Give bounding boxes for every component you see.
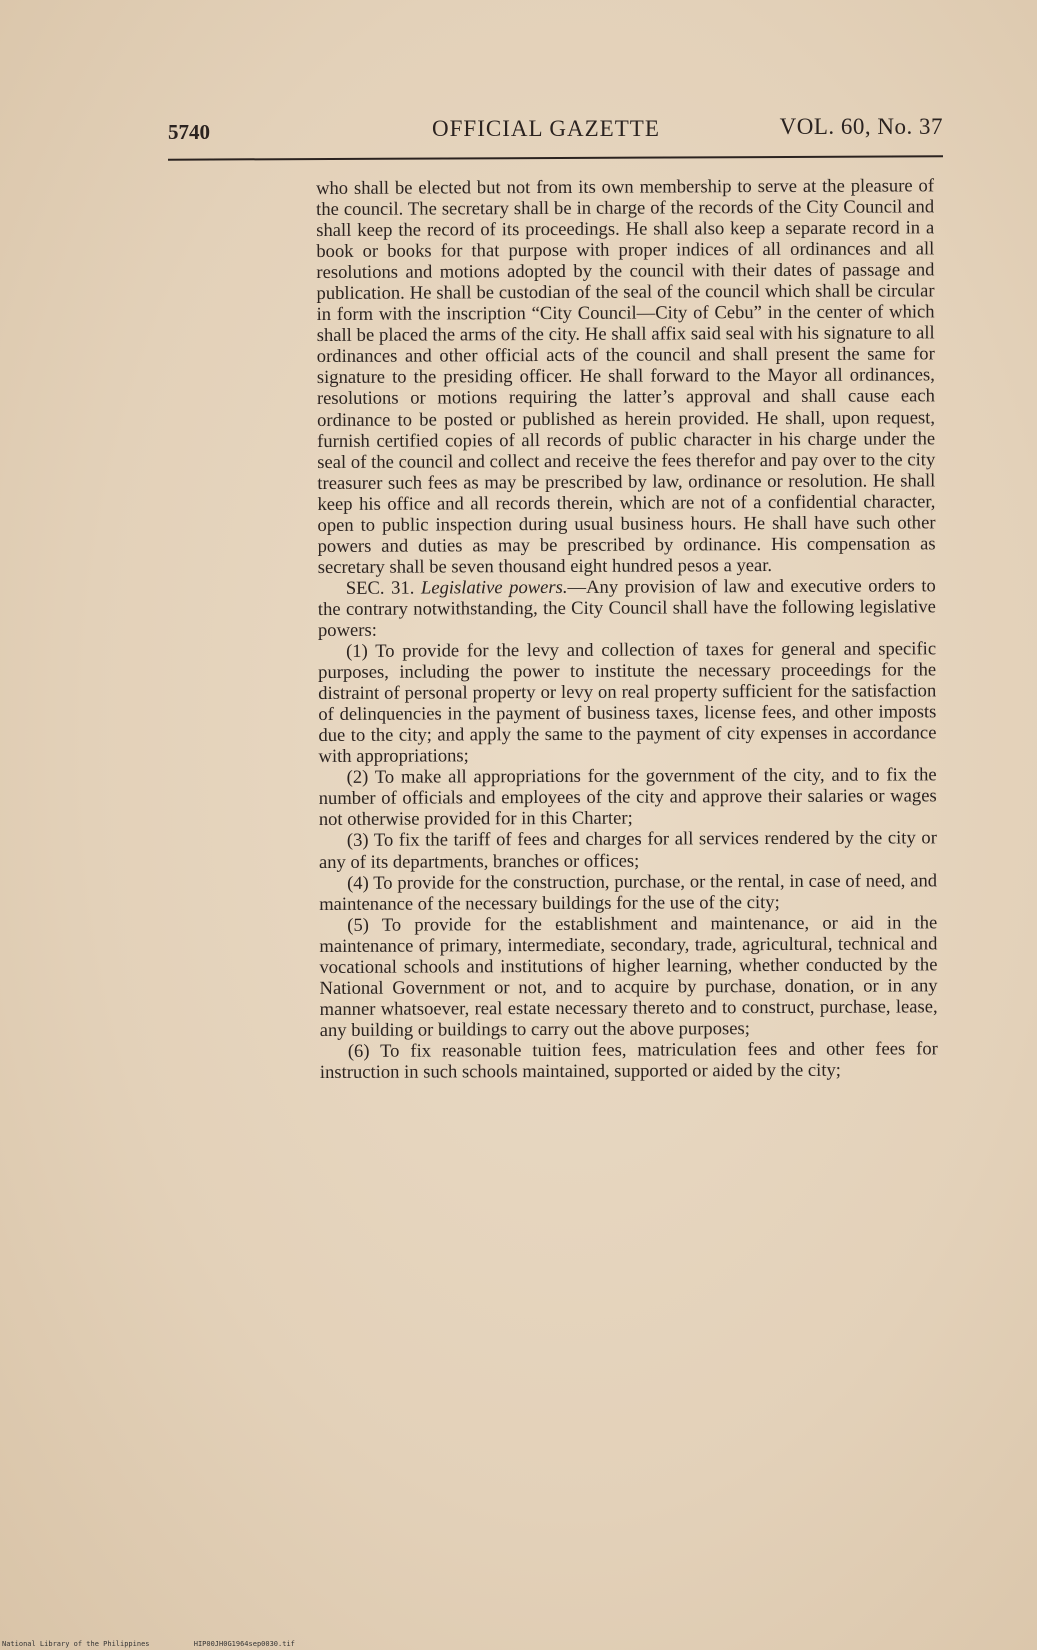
header-rule [168, 155, 943, 160]
running-title: OFFICIAL GAZETTE [432, 116, 660, 141]
file-name: HIP00JH0G1964sep0030.tif [193, 1640, 295, 1648]
list-item-6: (6) To fix reasonable tuition fees, matriculation fees and other fees for instruction in such schools maintained, supported or aided by the city; [319, 1038, 938, 1083]
section-label: SEC. 31. [345, 577, 415, 599]
section-31-paragraph [318, 575, 936, 641]
list-item-1: (1) To provide for the levy and collection of taxes for general and specific purposes, including the power to institute the necessary proceedings for the distraint of personal property or levy on real property sufficient for the satisfaction of delinquencies in the payment of business taxes, license fees, and other imposts due to the city; and apply the same to the payment of city expenses in accordance with appropriations; [318, 638, 937, 768]
volume-number: VOL. 60, No. 37 [779, 114, 943, 139]
scan-footer [2, 1640, 335, 1648]
library-credit: National Library of the Philippines [2, 1640, 150, 1648]
page-number: 5740 [168, 120, 210, 144]
section-title: Legislative powers. [420, 576, 568, 599]
page-header [168, 112, 943, 148]
section-text: —Any provision of law and executive orders to the contrary notwithstanding, the City Council shall have the following legislative powers: [317, 575, 936, 641]
article-body [316, 175, 938, 1083]
paragraph-secretary-duties: who shall be elected but not from its own membership to serve at the pleasure of the council. The secretary shall be in charge of the records of the City Council and shall keep the record of its proceedings. He shall also keep a separate record in a book or books for that purpose with proper indices of all ordinances and all resolutions and motions adopted by the council with their dates of passage and publication. He shall be custodian of the seal of the council which shall be circular in form with the inscription “City Council—City of Cebu” in the center of which shall be placed the arms of the city. He shall affix said seal with his signature to all ordinances and other official acts of the council and shall present the same for signature to the presiding officer. He shall forward to the Mayor all ordinances, resolutions or motions requiring the latter’s approval and shall cause each ordinance to be posted or published as herein provided. He shall, upon request, furnish certified copies of all records of public character in his charge under the seal of the council and collect and receive the fees therefor and pay over to the city treasurer such fees as may be prescribed by law, ordinance or resolution. He shall keep his office and all records therein, which are not of a confidential character, open to public inspection during usual business hours. He shall have such other powers and duties as may be prescribed by ordinance. His compensation as secretary shall be seven thousand eight hundred pesos a year. [316, 175, 936, 578]
list-item-4: (4) To provide for the construction, purchase, or the rental, in case of need, and maintenance of the necessary buildings for the use of the city; [319, 869, 938, 915]
list-item-3: (3) To fix the tariff of fees and charges for all services rendered by the city or any of its departments, branches or offices; [318, 827, 937, 873]
list-item-2: (2) To make all appropriations for the government of the city, and to fix the number of officials and employees of the city and approve their salaries or wages not otherwise provided for in this Charter; [318, 764, 937, 831]
list-item-5: (5) To provide for the establishment and maintenance, or aid in the maintenance of primary, intermediate, secondary, trade, agricultural, technical and vocational schools and institutions of higher learning, whether conducted by the National Government or not, and to acquire by purchase, donation, or in any manner whatsoever, real estate necessary thereto and to construct, purchase, lease, any building or buildings to carry out the above purposes; [319, 911, 938, 1041]
